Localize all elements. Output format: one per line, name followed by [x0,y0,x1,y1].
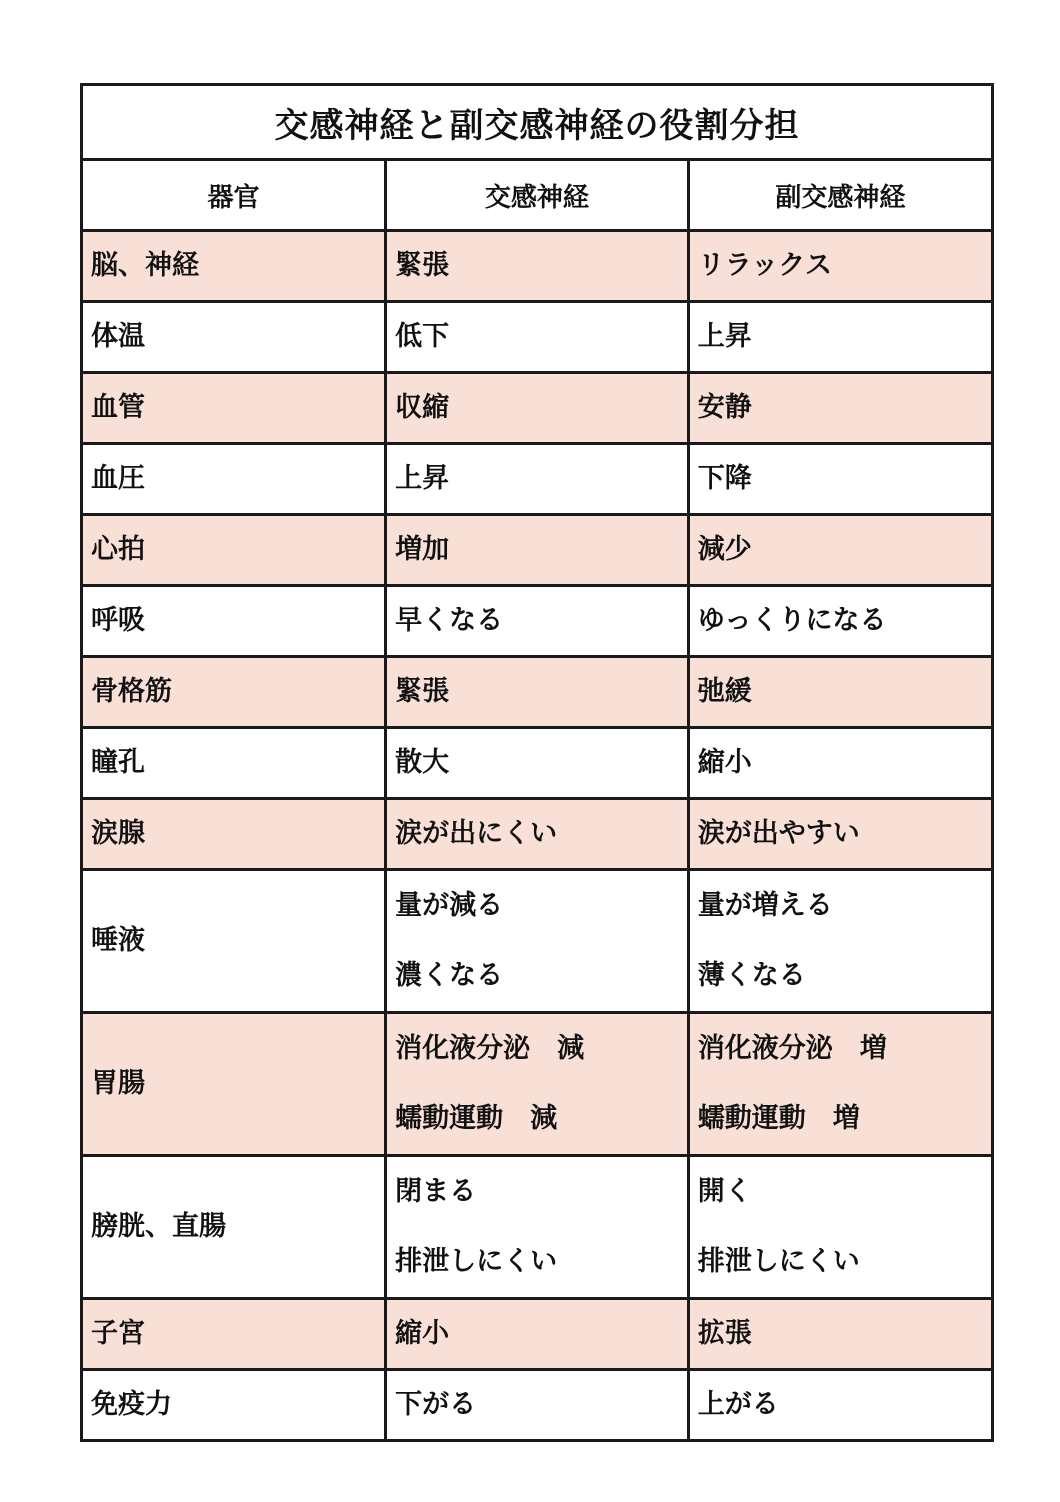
table-row [83,657,991,728]
comparison-table-sheet [80,83,994,1442]
sympathetic-cell [386,515,689,586]
table-title: 交感神経と副交感神経の役割分担 [83,86,991,161]
organ-cell [83,302,386,373]
sympathetic-cell [386,373,689,444]
sympathetic-effect: 緊張 [395,250,450,281]
sympathetic-effect: 早くなる [395,605,504,636]
parasympathetic-effect: 量が増える [697,890,833,921]
organ-cell [83,1156,386,1299]
parasympathetic-cell [688,231,991,302]
organ-cell [83,1013,386,1156]
sympathetic-effect: 縮小 [395,1318,450,1349]
sympathetic-cell [386,870,689,1013]
sympathetic-cell [386,1156,689,1299]
parasympathetic-effect: 縮小 [697,747,752,778]
sympathetic-effect: 消化液分泌 減 [395,1033,585,1064]
parasympathetic-effect: 消化液分泌 増 [697,1033,887,1064]
organ-cell [83,1370,386,1440]
sympathetic-effect: 収縮 [395,392,450,423]
comparison-table [83,161,991,1439]
sympathetic-cell [386,1299,689,1370]
parasympathetic-cell [688,444,991,515]
sympathetic-effect: 下がる [395,1389,477,1420]
sympathetic-effect: 量が減る [395,890,504,921]
organ-cell [83,231,386,302]
sympathetic-effect: 緊張 [395,676,450,707]
organ-name: 胃腸 [91,1068,145,1099]
parasympathetic-cell [688,1370,991,1440]
table-row [83,1299,991,1370]
sympathetic-effect: 上昇 [395,463,450,494]
organ-name: 血管 [91,392,145,423]
table-row [83,728,991,799]
organ-cell [83,657,386,728]
sympathetic-cell [386,302,689,373]
header-parasympathetic: 副交感神経 [688,161,991,231]
parasympathetic-effect: 弛緩 [697,676,752,707]
sympathetic-cell [386,444,689,515]
parasympathetic-cell [688,870,991,1013]
organ-cell [83,799,386,870]
organ-name: 膀胱、直腸 [91,1211,226,1242]
table-row [83,515,991,586]
table-row [83,870,991,1013]
sympathetic-effect: 低下 [395,321,450,352]
organ-cell [83,870,386,1013]
parasympathetic-effect: 上がる [697,1389,779,1420]
parasympathetic-cell [688,1299,991,1370]
parasympathetic-effect: 下降 [697,463,752,494]
organ-cell [83,728,386,799]
parasympathetic-effect: 安静 [697,392,752,423]
parasympathetic-effect: リラックス [697,250,832,281]
sympathetic-cell [386,586,689,657]
parasympathetic-cell [688,373,991,444]
table-row [83,799,991,870]
table-row [83,1156,991,1299]
parasympathetic-cell [688,1156,991,1299]
sympathetic-cell [386,1370,689,1440]
parasympathetic-cell [688,586,991,657]
organ-cell [83,444,386,515]
table-row [83,231,991,302]
sympathetic-effect: 閉まる [395,1176,477,1207]
table-row [83,444,991,515]
sympathetic-cell [386,231,689,302]
sympathetic-effect: 蠕動運動 減 [395,1103,558,1134]
sympathetic-effect: 散大 [395,747,450,778]
table-row [83,373,991,444]
organ-cell [83,373,386,444]
organ-name: 体温 [91,321,145,352]
parasympathetic-cell [688,799,991,870]
parasympathetic-effect: 涙が出やすい [697,818,860,849]
sympathetic-effect: 涙が出にくい [395,818,558,849]
sympathetic-cell [386,1013,689,1156]
sympathetic-cell [386,799,689,870]
parasympathetic-effect: ゆっくりになる [697,605,887,636]
sympathetic-cell [386,657,689,728]
sympathetic-effect: 濃くなる [395,960,504,991]
table-row [83,586,991,657]
organ-name: 血圧 [91,463,145,494]
sympathetic-cell [386,728,689,799]
organ-name: 免疫力 [91,1389,172,1420]
organ-name: 涙腺 [91,818,145,849]
parasympathetic-cell [688,302,991,373]
organ-cell [83,586,386,657]
table-row [83,302,991,373]
organ-name: 瞳孔 [91,747,145,778]
organ-cell [83,515,386,586]
header-sympathetic: 交感神経 [386,161,689,231]
organ-name: 呼吸 [91,605,145,636]
parasympathetic-cell [688,728,991,799]
header-organ: 器官 [83,161,386,231]
organ-name: 脳、神経 [91,250,199,281]
table-row [83,1370,991,1440]
organ-name: 唾液 [91,925,145,956]
organ-name: 骨格筋 [91,676,172,707]
parasympathetic-effect: 拡張 [697,1318,752,1349]
parasympathetic-effect: 薄くなる [697,960,806,991]
parasympathetic-effect: 排泄しにくい [697,1246,860,1277]
table-row [83,1013,991,1156]
header-row [83,161,991,231]
parasympathetic-effect: 開く [697,1176,752,1207]
parasympathetic-cell [688,657,991,728]
parasympathetic-cell [688,1013,991,1156]
parasympathetic-effect: 減少 [697,534,752,565]
sympathetic-effect: 増加 [395,534,450,565]
organ-cell [83,1299,386,1370]
parasympathetic-cell [688,515,991,586]
organ-name: 心拍 [91,534,145,565]
parasympathetic-effect: 蠕動運動 増 [697,1103,860,1134]
table-body [83,231,991,1440]
parasympathetic-effect: 上昇 [697,321,752,352]
organ-name: 子宮 [91,1318,145,1349]
sympathetic-effect: 排泄しにくい [395,1246,558,1277]
